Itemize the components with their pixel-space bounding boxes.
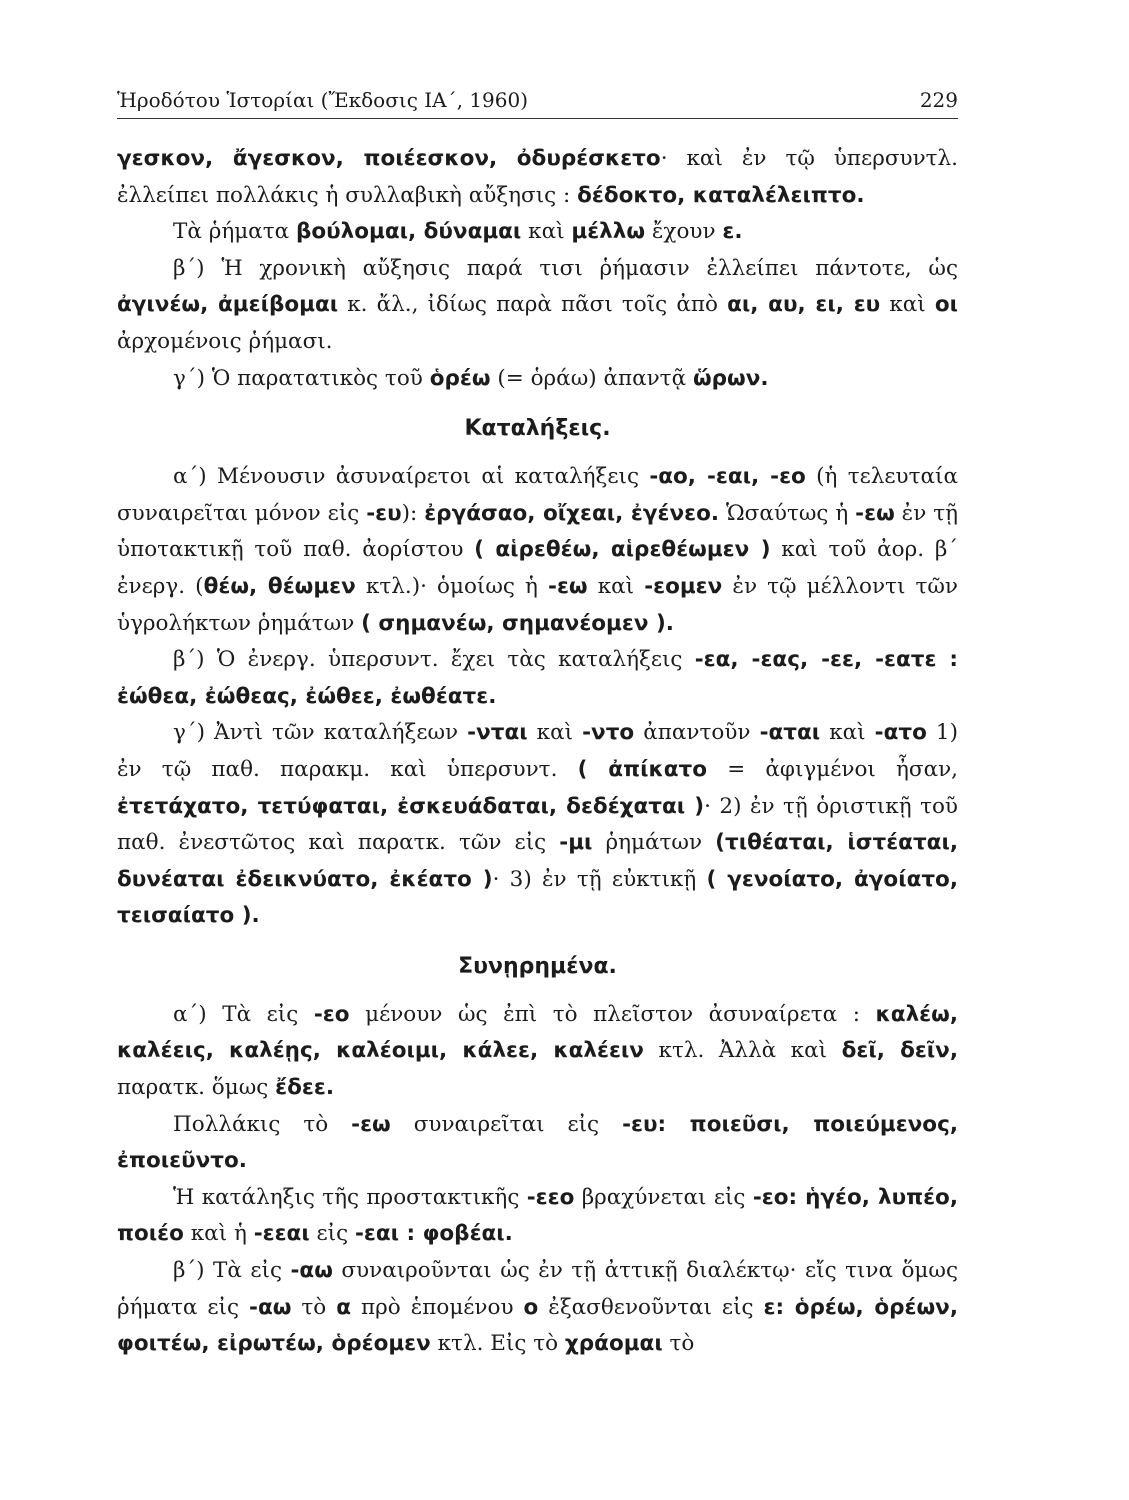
text-run: ἐν τῇ ὑποτακτικῇ τοῦ παθ. ἀορίστου	[117, 500, 958, 563]
text-run: Ἡ κατάληξις τῆς προστακτικῆς	[173, 1184, 527, 1210]
text-run: εἰς	[309, 1221, 355, 1247]
text-run: ῥημάτων	[592, 830, 716, 856]
bold-term: ( ἀπίκατο	[577, 756, 707, 782]
bold-term: χράομαι	[564, 1331, 663, 1357]
paragraph	[117, 642, 958, 715]
bold-term: ( αἱρεθέω, αἱρεθέωμεν )	[474, 537, 771, 563]
text-run: · 2) ἐν τῇ ὁριστικῇ τοῦ παθ. ἐνεστῶτος καὶ παρατκ. τῶν εἰς	[117, 793, 958, 856]
bold-term: (τιθέαται, ἱστέαται, δυνέαται ἐδεικνύατο, ἐκέατο )	[117, 830, 958, 892]
text-run: καὶ τοῦ ἀορ. β΄ ἐνεργ. (	[117, 537, 959, 599]
bold-term: -αται	[759, 720, 821, 746]
text-run: · καὶ ἐν τῷ ὑπερσυντλ. ἐλλείπει πολλάκις ἡ συλλαβικὴ αὔξησις :	[117, 146, 958, 208]
bold-term: -εα, -εας, -εε, -εατε : ἐώθεα, ἐώθεας, ἐώθεε, ἐωθέατε.	[117, 647, 958, 709]
bold-term: ο	[523, 1294, 539, 1320]
bold-term: -αω	[249, 1294, 292, 1320]
text-run: παρατκ. ὅμως	[117, 1075, 276, 1101]
text-run: κτλ. Ἀλλὰ καὶ	[643, 1038, 842, 1064]
text-run: τὸ	[662, 1331, 695, 1357]
paragraph	[117, 459, 958, 642]
bold-term: -νται	[467, 720, 528, 746]
paragraph	[117, 361, 958, 398]
paragraph	[117, 214, 958, 251]
paragraph	[117, 715, 958, 935]
paragraph	[117, 1180, 958, 1253]
bold-term: -ευ	[366, 500, 402, 526]
body-text	[117, 141, 958, 1363]
text-run: ἐν τῷ μέλλοντι τῶν ὑγρολήκτων ῥημάτων	[117, 573, 958, 636]
text-run: βραχύνεται εἰς	[574, 1184, 753, 1210]
bold-term: δεῖ, δεῖν,	[841, 1038, 958, 1064]
bold-term: γεσκον, ἄγεσκον, ποιέεσκον, ὀδυρέσκετο	[117, 146, 661, 171]
bold-term: θέω, θέωμεν	[203, 573, 356, 599]
bold-term: ( σημανέω, σημανέομεν ).	[361, 610, 674, 636]
bold-term: ε.	[722, 219, 743, 245]
text-run: κτλ.)· ὁμοίως ἡ	[355, 573, 549, 599]
paragraph	[117, 141, 958, 214]
section-heading: Συνῃρημένα.	[458, 953, 617, 979]
text-run: κτλ. Εἰς τὸ	[430, 1331, 565, 1357]
bold-term: δέδοκτο, καταλέλειπτο.	[577, 182, 865, 208]
bold-term: ὁρέω	[429, 365, 491, 391]
bold-term: ἐτετάχατο, τετύφαται, ἐσκευάδαται, δεδέχαται )	[117, 793, 705, 819]
bold-term: ἐργάσαο, οἴχεαι, ἐγένεο.	[424, 500, 720, 526]
bold-term: -εω	[351, 1111, 391, 1137]
bold-term: -ντο	[582, 720, 635, 746]
text-run: Τὰ ῥήματα	[173, 219, 296, 245]
bold-term: καλέω, καλέεις, καλέῃς, καλέοιμι, κάλεε, καλέειν	[117, 1001, 959, 1064]
text-run: (= ὁράω) ἀπαντᾷ	[490, 365, 693, 391]
paragraph	[117, 997, 958, 1107]
bold-term: ἀγινέω, ἀμείβομαι	[117, 292, 339, 318]
text-run: συναιροῦνται ὡς ἐν τῇ ἀττικῇ διαλέκτῳ· εἴς τινα ὅμως ῥήματα εἰς	[117, 1258, 958, 1320]
text-run: ἐξασθενοῦνται εἰς	[538, 1294, 764, 1320]
page	[117, 88, 958, 1363]
page-number: 229	[919, 88, 958, 112]
text-run: γ΄) Ὁ παρατατικὸς τοῦ	[173, 365, 430, 391]
text-run: ἀπαντοῦν	[634, 720, 760, 746]
text-run: μένουν ὡς ἐπὶ τὸ πλεῖστον ἀσυναίρετα :	[349, 1001, 876, 1027]
bold-term: -αο, -εαι, -εο	[649, 464, 806, 490]
text-run: α΄) Τὰ εἰς	[173, 1001, 314, 1027]
bold-term: -εαι : φοβέαι.	[354, 1221, 513, 1247]
text-run: 1) ἐν τῷ παθ. παρακμ. καὶ ὑπερσυντ.	[117, 720, 958, 782]
bold-term: -εω	[855, 500, 895, 526]
bold-term: ἔδεε.	[275, 1075, 334, 1101]
bold-term: μέλλω	[571, 219, 646, 245]
bold-term: -εο: ἡγέο, λυπέο, ποιέο	[117, 1184, 958, 1247]
section-heading: Καταλήξεις.	[464, 416, 611, 442]
bold-term: αι, αυ, ει, ευ	[727, 292, 881, 318]
text-run: = ἀφιγμένοι ἦσαν,	[707, 756, 958, 782]
text-run: ):	[401, 500, 425, 526]
running-header	[117, 88, 958, 119]
text-run: γ΄) Ἀντὶ τῶν καταλήξεων	[173, 720, 468, 746]
bold-term: -εομεν	[644, 573, 723, 599]
paragraph	[117, 1253, 958, 1363]
text-run: β΄) Ὁ ἐνεργ. ὑπερσυντ. ἔχει τὰς καταλήξεις	[173, 647, 695, 673]
text-run: β΄) Τὰ εἰς	[173, 1258, 291, 1284]
text-run: πρὸ ἑπομένου	[351, 1294, 524, 1320]
text-run: β΄) Ἡ χρονικὴ αὔξησις παρά τισι ῥήμασιν ἐλλείπει πάντοτε, ὡς	[173, 255, 958, 281]
bold-term: -εεο	[526, 1184, 575, 1210]
bold-term: -ατο	[874, 720, 927, 746]
text-run: καὶ	[587, 573, 645, 599]
text-run: συναιρεῖται εἰς	[390, 1111, 623, 1137]
text-run: κ. ἄλ., ἰδίως παρὰ πᾶσι τοῖς ἀπὸ	[338, 292, 728, 318]
text-run: τὸ	[291, 1294, 337, 1320]
text-run: Πολλάκις τὸ	[173, 1111, 352, 1137]
bold-term: -εο	[313, 1001, 350, 1027]
bold-term: -μι	[559, 830, 593, 856]
bold-term: οι	[934, 292, 959, 318]
bold-term: -αω	[290, 1258, 333, 1284]
paragraph	[117, 251, 958, 361]
text-run: καὶ	[820, 720, 875, 746]
bold-term: ε: ὁρέω, ὁρέων, φοιτέω, εἰρωτέω, ὁρέομεν	[117, 1294, 958, 1357]
text-run: ἔχουν	[645, 219, 723, 245]
bold-term: βούλομαι, δύναμαι	[295, 219, 522, 245]
text-run: · 3) ἐν τῇ εὐκτικῇ	[492, 866, 707, 892]
text-run: καὶ	[521, 219, 572, 245]
text-run: α΄) Μένουσιν ἀσυναίρετοι αἱ καταλήξεις	[173, 464, 650, 490]
bold-term: -ευ: ποιεῦσι, ποιεύμενος, ἐποιεῦντο.	[117, 1111, 958, 1174]
bold-term: -εω	[548, 573, 588, 599]
bold-term: α	[336, 1294, 352, 1320]
text-run: ἀρχομένοις ῥήμασι.	[117, 328, 333, 354]
bold-term: ( γενοίατο, ἀγοίατο, τεισαίατο ).	[117, 866, 958, 929]
text-run: καὶ	[527, 720, 583, 746]
paragraph	[117, 1107, 958, 1180]
running-title: Ἡροδότου Ἱστορίαι (Ἔκδοσις ΙΑ΄, 1960)	[117, 88, 529, 112]
text-run: καὶ ἡ	[183, 1221, 254, 1247]
bold-term: ὥρων.	[692, 365, 769, 391]
text-run: (ἡ τελευταία συναιρεῖται μόνον εἰς	[117, 464, 958, 526]
text-run: Ὡσαύτως ἡ	[719, 500, 856, 526]
text-run: καὶ	[880, 292, 935, 318]
bold-term: -εεαι	[253, 1221, 310, 1247]
